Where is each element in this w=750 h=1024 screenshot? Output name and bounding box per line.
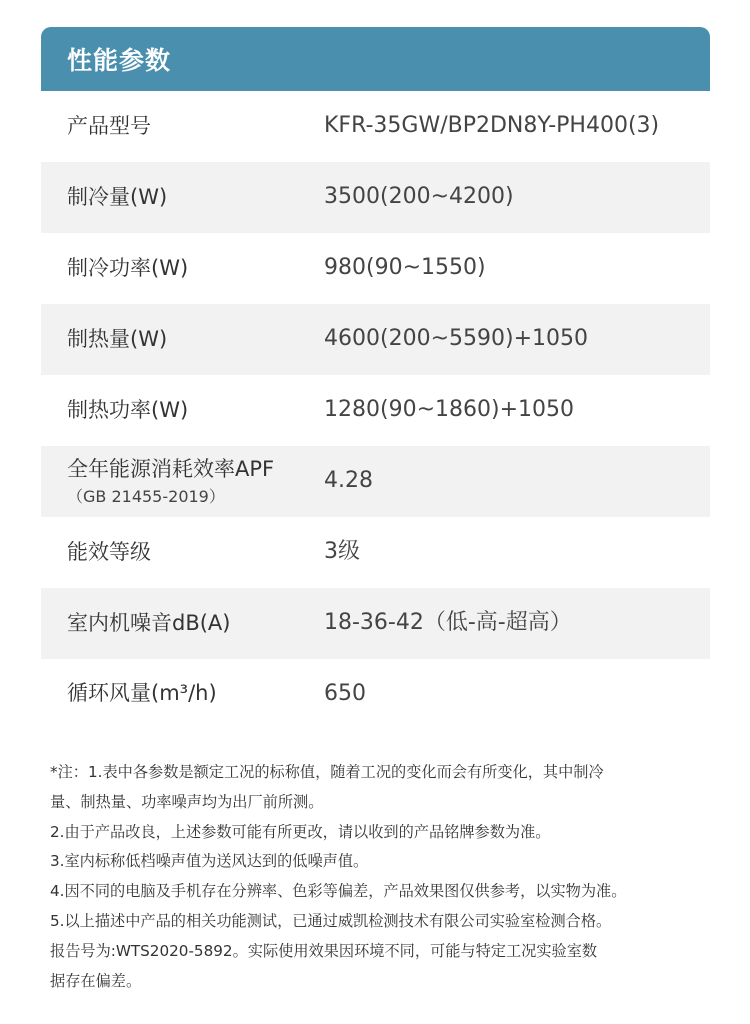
spec-row-model (41, 91, 710, 162)
note-line: 据存在偏差。 (50, 971, 142, 990)
spec-label: 能效等级 (67, 539, 151, 564)
spec-row-cooling-power (41, 233, 710, 304)
note-line: 4.因不同的电脑及手机存在分辨率、色彩等偏差，产品效果图仅供参考，以实物为准。 (50, 882, 627, 901)
footnotes (50, 758, 718, 996)
spec-label: 制热量(W) (67, 326, 168, 351)
spec-value: 3级 (324, 539, 360, 565)
spec-label (41, 457, 324, 505)
note-line: 5.以上描述中产品的相关功能测试，已通过威凯检测技术有限公司实验室检测合格。 (50, 911, 612, 930)
spec-row-apf (41, 446, 710, 517)
spec-value: 3500(200~4200) (324, 184, 514, 210)
spec-row-cooling-capacity (41, 162, 710, 233)
spec-label: 制冷功率(W) (67, 255, 189, 280)
spec-label-main: 全年能源消耗效率APF (67, 457, 275, 482)
note-line: 报告号为:WTS2020-5892。实际使用效果因环境不同，可能与特定工况实验室数 (50, 941, 598, 960)
performance-spec-card (41, 27, 710, 729)
spec-label: 产品型号 (67, 113, 151, 138)
spec-table (41, 91, 710, 729)
spec-value: 4.28 (324, 468, 373, 494)
spec-value: 980(90~1550) (324, 255, 486, 281)
note-line: *注：1.表中各参数是额定工况的标称值，随着工况的变化而会有所变化，其中制冷 (50, 763, 604, 781)
note-line: 3.室内标称低档噪声值为送风达到的低噪声值。 (50, 852, 369, 871)
spec-row-indoor-noise (41, 588, 710, 659)
spec-value: 650 (324, 680, 366, 706)
spec-title: 性能参数 (67, 46, 172, 75)
spec-value: KFR-35GW/BP2DN8Y-PH400(3) (324, 113, 660, 139)
spec-value: 18-36-42（低-高-超高） (324, 610, 572, 636)
spec-value: 4600(200~5590)+1050 (324, 326, 588, 352)
spec-label: 室内机噪音dB(A) (67, 610, 231, 635)
note-line: 量、制热量、功率噪声均为出厂前所测。 (50, 792, 324, 811)
spec-row-heating-power (41, 375, 710, 446)
spec-label: 制热功率(W) (67, 397, 189, 422)
spec-row-airflow (41, 659, 710, 729)
spec-row-heating-capacity (41, 304, 710, 375)
spec-label-standard: （GB 21455-2019） (67, 486, 225, 506)
spec-header (41, 27, 710, 91)
spec-label: 制冷量(W) (67, 184, 168, 209)
spec-label: 循环风量(m³/h) (67, 681, 217, 706)
spec-value: 1280(90~1860)+1050 (324, 397, 574, 423)
note-line: 2.由于产品改良，上述参数可能有所更改，请以收到的产品铭牌参数为准。 (50, 822, 551, 841)
spec-row-energy-grade (41, 517, 710, 588)
